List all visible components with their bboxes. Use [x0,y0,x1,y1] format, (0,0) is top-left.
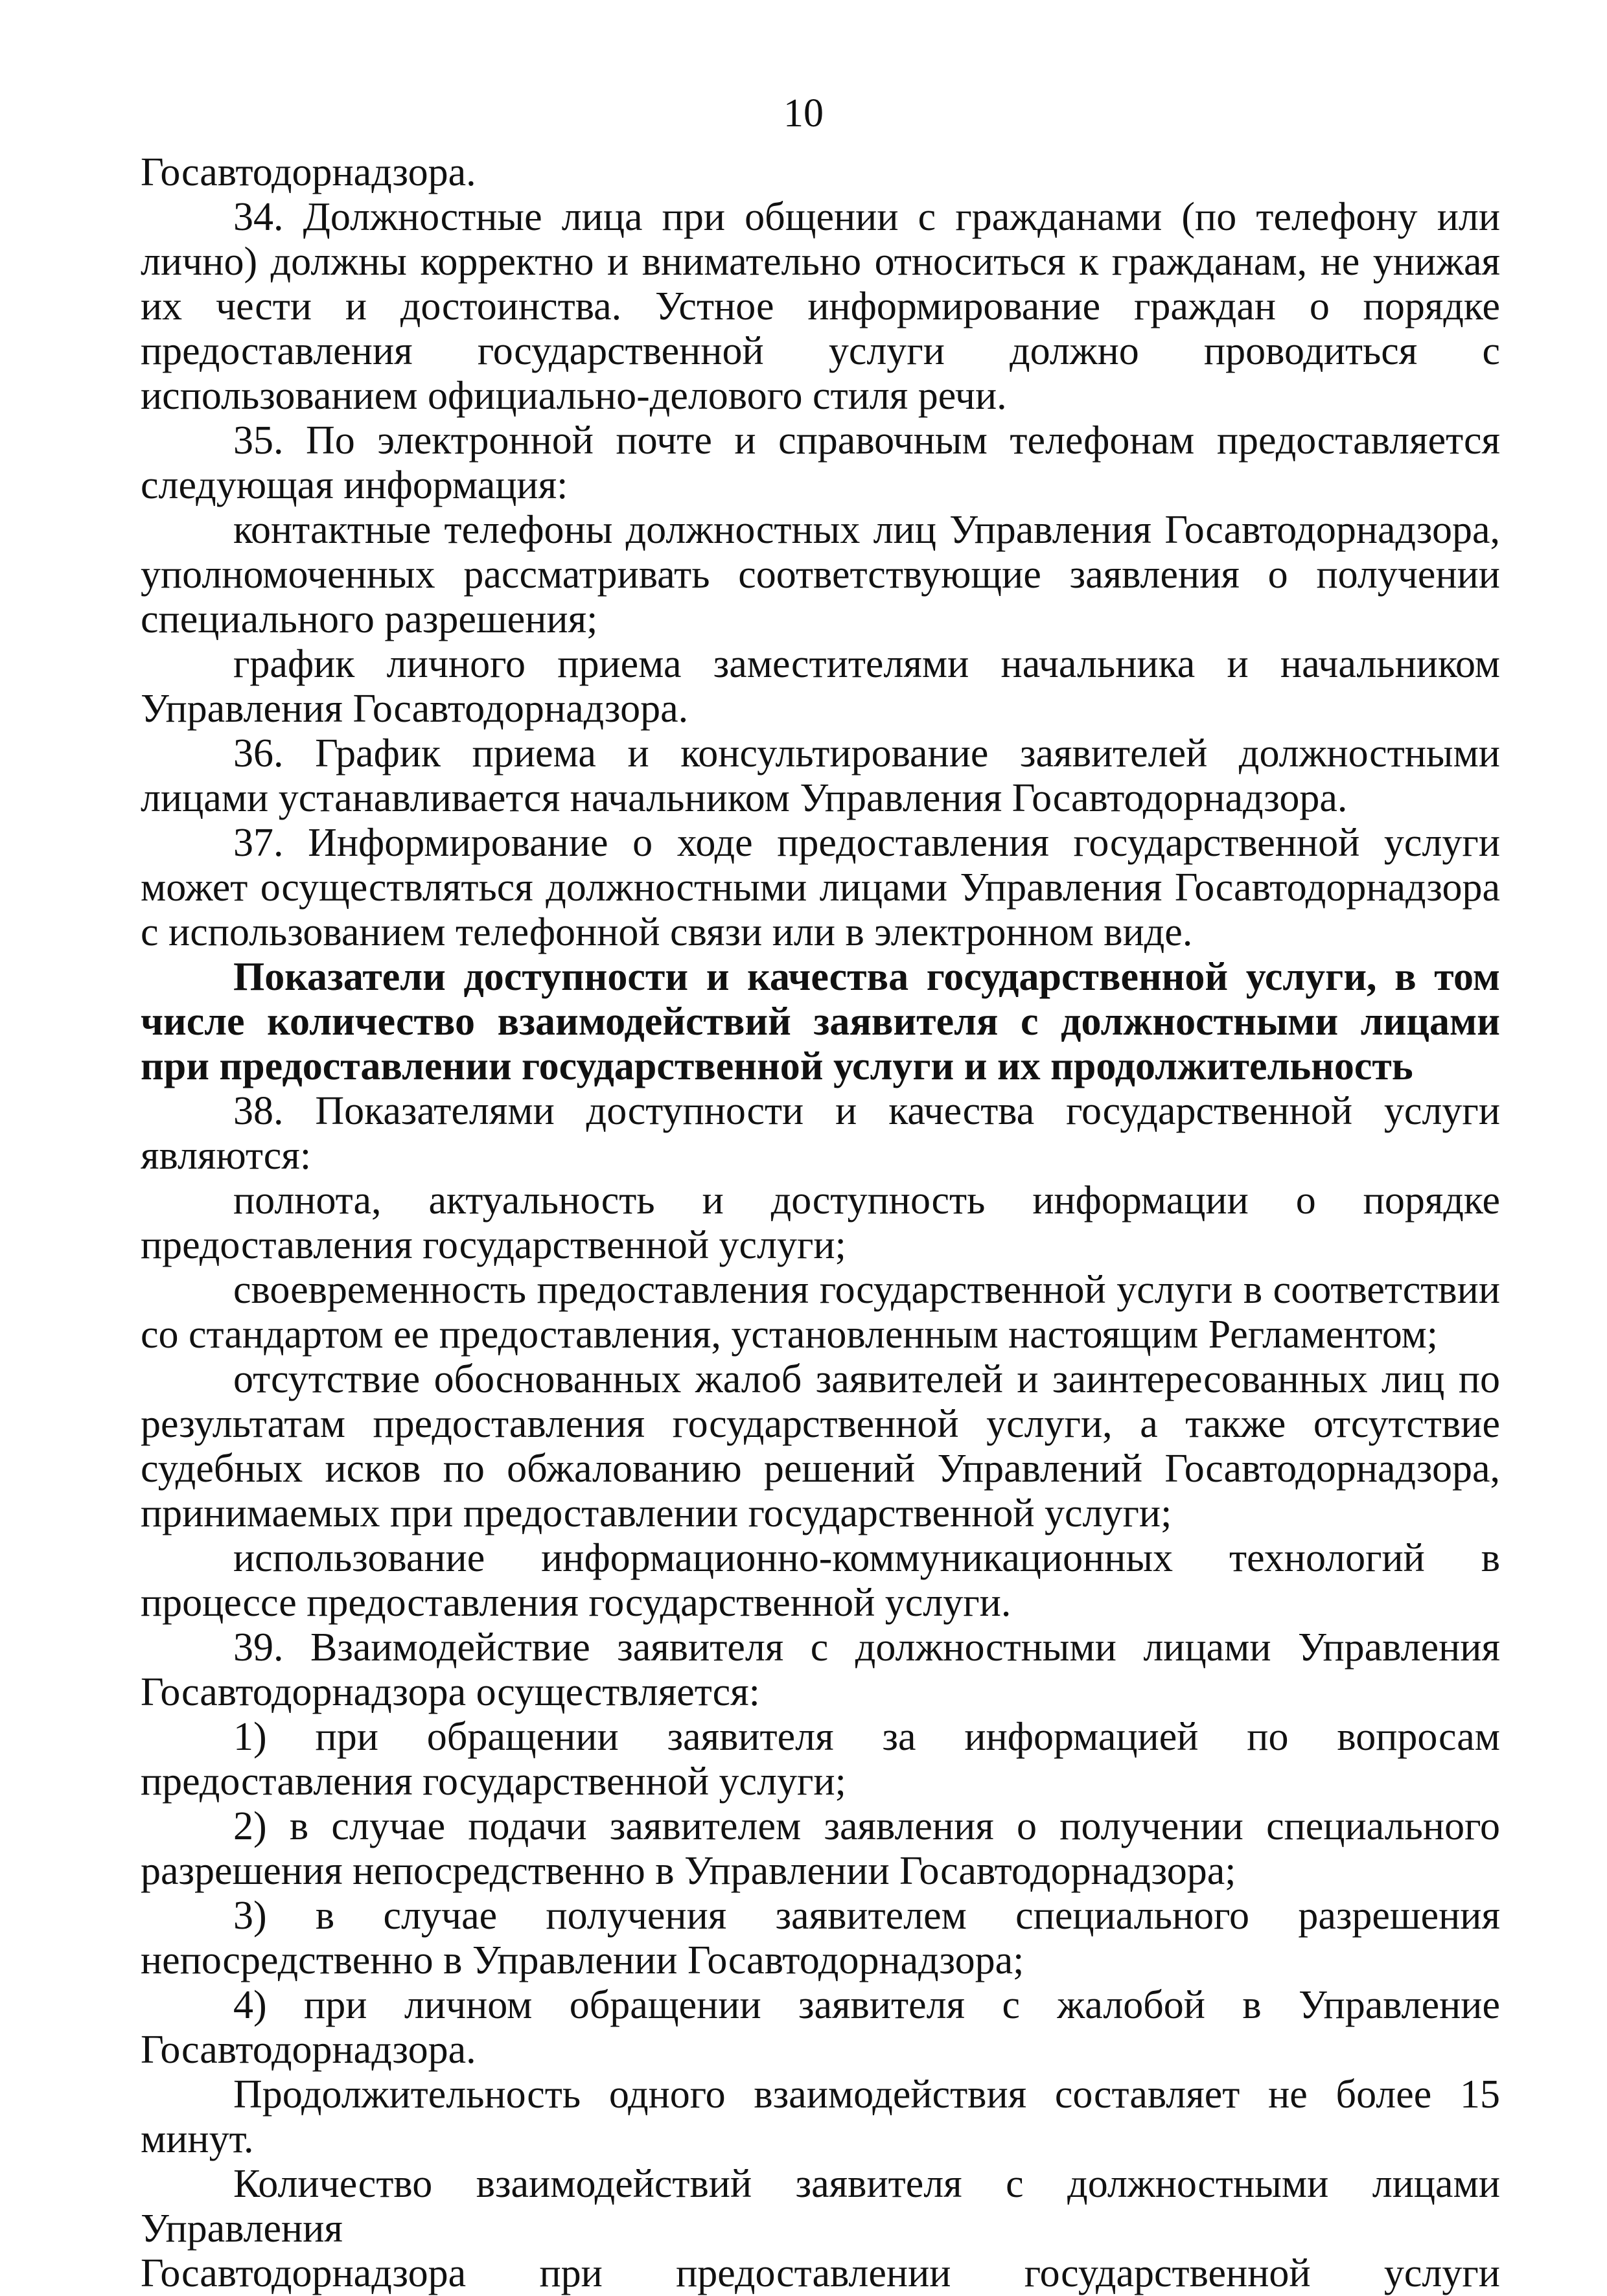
paragraph-38-item-no-complaints: отсутствие обоснованных жалоб заявителей и заинтересованных лиц по результатам предоставления государственной услуги, а также отсутствие судебных исков по обжалованию решений Управлений Госавтодорнадзора, принимаемых при предоставлении государственной услуги; [141,1357,1500,1535]
paragraph-35: 35. По электронной почте и справочным телефонам предоставляется следующая информация: [141,419,1500,507]
paragraph-38-item-completeness: полнота, актуальность и доступность информации о порядке предоставления государственной услуги; [141,1178,1500,1267]
paragraph-39-item-2: 2) в случае подачи заявителем заявления о получении специального разрешения непосредственно в Управлении Госавтодорнадзора; [141,1804,1500,1893]
paragraph-37: 37. Информирование о ходе предоставления государственной услуги может осуществляться должностными лицами Управления Госавтодорнадзора с использованием телефонной связи или в электронном виде. [141,821,1500,954]
paragraph-39-item-1: 1) при обращении заявителя за информацией по вопросам предоставления государственной услуги; [141,1715,1500,1804]
word: Госавтодорнадзора [141,2251,467,2295]
word: государственной [1024,2251,1311,2295]
paragraph-interaction-count-continuation [141,2251,1500,2296]
word: услуги [1383,2251,1500,2295]
page-number: 10 [783,91,824,135]
paragraph-continuation: Госавтодорнадзора. [141,150,476,194]
paragraph-38-item-timeliness: своевременность предоставления государственной услуги в соответствии со стандартом ее предоставления, установленным настоящим Регламентом; [141,1268,1500,1357]
paragraph-35-item-schedule: график личного приема заместителями начальника и начальником Управления Госавтодорнадзора. [141,642,1500,731]
word: при [539,2251,603,2295]
paragraph-39: 39. Взаимодействие заявителя с должностными лицами Управления Госавтодорнадзора осуществляется: [141,1625,1500,1714]
section-heading: Показатели доступности и качества государственной услуги, в том числе количество взаимодействий заявителя с должностными лицами при предоставлении государственной услуги и их продолжительность [141,955,1500,1088]
paragraph-35-item-phones: контактные телефоны должностных лиц Управления Госавтодорнадзора, уполномоченных рассматривать соответствующие заявления о получении специального разрешения; [141,508,1500,641]
paragraph-36: 36. График приема и консультирование заявителей должностными лицами устанавливается начальником Управления Госавтодорнадзора. [141,731,1500,820]
document-body [141,150,1500,2296]
paragraph-34: 34. Должностные лица при общении с гражданами (по телефону или лично) должны корректно и внимательно относиться к гражданам, не унижая их чести и достоинства. Устное информирование граждан о порядке предоставления государственной услуги должно проводиться с использованием официально-делового стиля речи. [141,195,1500,418]
paragraph-39-item-4: 4) при личном обращении заявителя с жалобой в Управление Госавтодорнадзора. [141,1983,1500,2072]
word: предоставлении [676,2251,951,2295]
paragraph-interaction-count: Количество взаимодействий заявителя с должностными лицами Управления [141,2162,1500,2251]
paragraph-39-item-3: 3) в случае получения заявителем специального разрешения непосредственно в Управлении Госавтодорнадзора; [141,1894,1500,1982]
paragraph-38: 38. Показателями доступности и качества государственной услуги являются: [141,1089,1500,1178]
paragraph-38-item-ict: использование информационно-коммуникационных технологий в процессе предоставления государственной услуги. [141,1536,1500,1625]
paragraph-duration: Продолжительность одного взаимодействия составляет не более 15 минут. [141,2072,1500,2161]
